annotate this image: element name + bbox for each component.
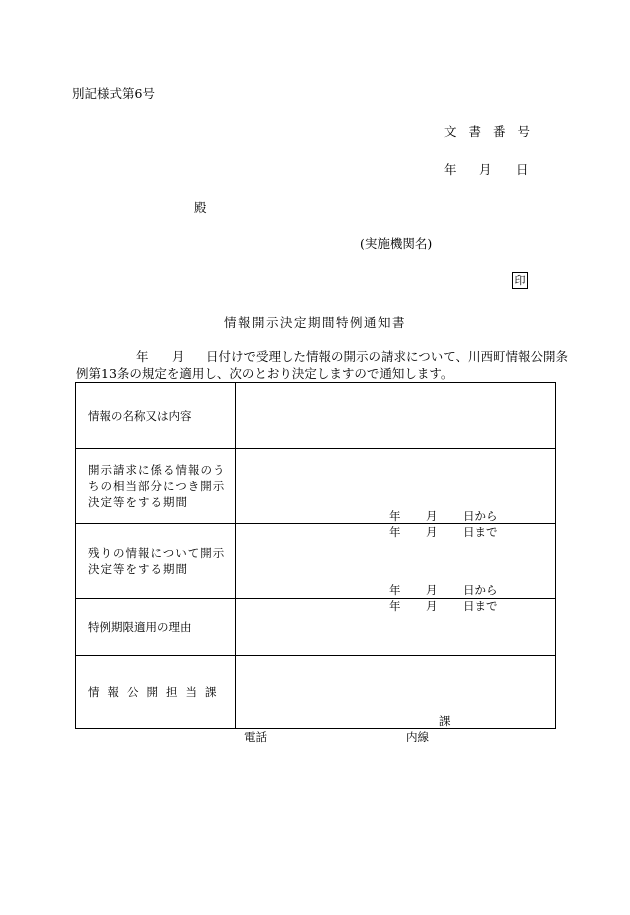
body-year: 年 — [136, 349, 149, 364]
from-month: 月 — [426, 583, 438, 597]
partial-period-label: 開示請求に係る情報のうちの相当部分につき開示決定等をする期間 — [76, 449, 236, 524]
agency-name-placeholder: (実施機関名) — [360, 236, 433, 251]
to-month: 月 — [426, 599, 438, 613]
reason-label: 特例期限適用の理由 — [76, 599, 236, 656]
section-suffix: 課 — [439, 714, 451, 728]
date-day: 日 — [516, 162, 529, 177]
from-year: 年 — [389, 583, 401, 597]
form-number: 別記様式第6号 — [72, 86, 155, 101]
from-day: 日から — [463, 583, 498, 597]
contact-section-label: 情報公開担当課 — [76, 656, 236, 729]
date-month: 月 — [479, 162, 492, 177]
notice-details-table — [75, 382, 556, 744]
to-month: 月 — [426, 525, 438, 539]
body-month: 月 — [172, 349, 185, 364]
from-year: 年 — [389, 509, 401, 523]
from-day: 日から — [463, 509, 498, 523]
issue-date — [444, 160, 529, 178]
to-year: 年 — [389, 599, 401, 613]
contact-section-value — [236, 656, 556, 744]
addressee-honorific: 殿 — [194, 200, 207, 215]
table-row-partial-period — [76, 449, 556, 524]
to-day: 日まで — [463, 525, 498, 539]
notice-body — [76, 348, 569, 382]
to-year: 年 — [389, 525, 401, 539]
from-month: 月 — [426, 509, 438, 523]
table-row-info-name — [76, 383, 556, 449]
seal-mark: 印 — [512, 272, 528, 289]
phone-label: 電話 — [244, 730, 267, 744]
partial-period-value — [236, 449, 556, 539]
to-day: 日まで — [463, 599, 498, 613]
extension-label: 内線 — [406, 730, 429, 744]
table-row-contact — [76, 656, 556, 729]
body-line-1 — [76, 348, 569, 365]
date-year: 年 — [444, 162, 457, 177]
body-line-2: 例第13条の規定を適用し、次のとおり決定しますので通知します。 — [76, 366, 454, 381]
info-name-label: 情報の名称又は内容 — [76, 383, 236, 449]
document-title: 情報開示決定期間特例通知書 — [223, 315, 406, 330]
remaining-period-label: 残りの情報について開示決定等をする期間 — [76, 524, 236, 599]
document-number-label: 文書番号 — [444, 124, 543, 139]
info-name-value — [236, 383, 556, 449]
body-line-1-text: 日付けで受理した情報の開示の請求について、川西町情報公開条 — [206, 349, 569, 364]
